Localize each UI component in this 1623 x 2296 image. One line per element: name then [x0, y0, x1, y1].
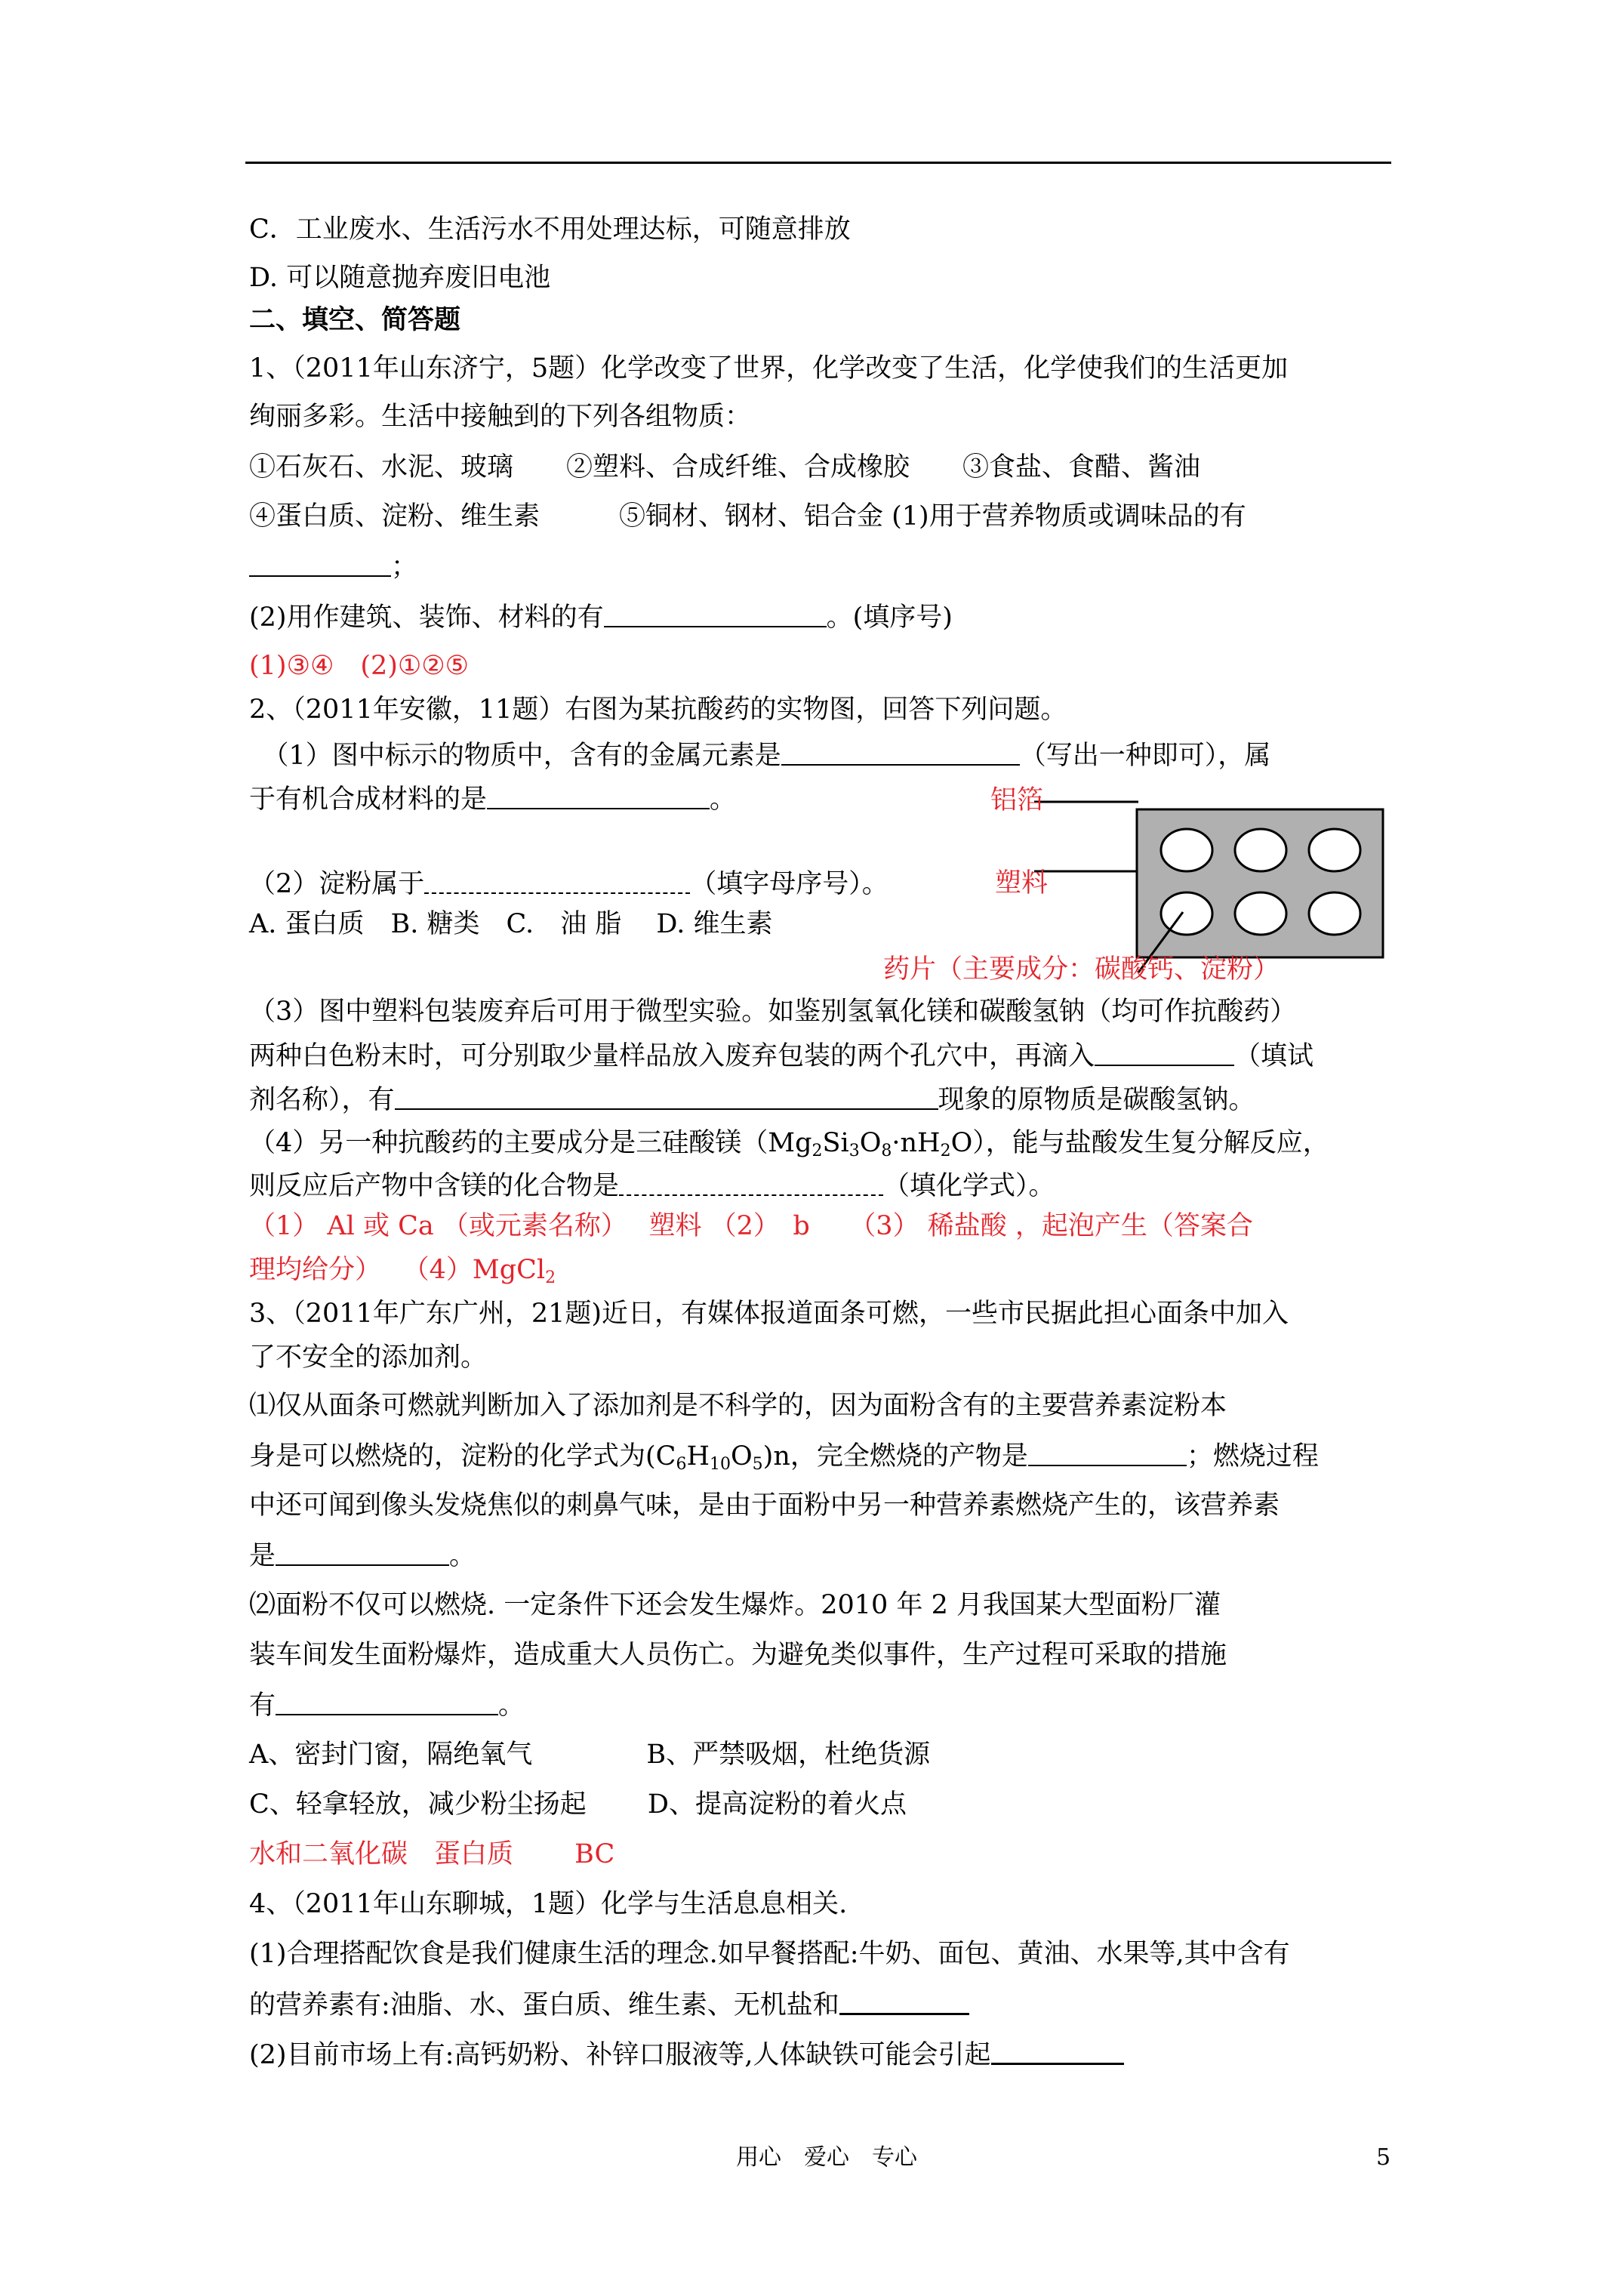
answer-blank[interactable]	[619, 1169, 883, 1196]
q2-part4-line1: （4）另一种抗酸药的主要成分是三硅酸镁$(Mg_2Si_3O_8\cdot nH_2O)$，能与盐酸发生复分解反应，	[249, 1128, 1329, 1160]
q2-answer-line2: 理均给分） （4）MgCl$_2$	[249, 1255, 556, 1287]
answer-blank[interactable]	[604, 600, 827, 627]
q2-part3-line1: （3）图中塑料包装废弃后可用于微型实验。如鉴别氢氧化镁和碳酸氢钠（均可作抗酸药）	[249, 997, 1297, 1027]
q4-part2: (2)目前市场上有:高钙奶粉、补锌口服液等,人体缺铁可能会引起	[249, 2037, 1124, 2072]
answer-blank[interactable]	[276, 1688, 498, 1715]
label-aluminum-foil: 铝箔	[990, 785, 1044, 815]
q4-stem: 4、（2011年山东聊城，1题）化学与生活息息相关.	[249, 1889, 848, 1919]
q3-stem-line2: 了不安全的添加剂。	[249, 1342, 488, 1373]
tablet-hole	[1235, 829, 1286, 871]
q3-stem-line1: 3、（2011年广东广州，21题)近日，有媒体报道面条可燃，一些市民据此担心面条中加入	[249, 1299, 1289, 1329]
answer-blank[interactable]	[276, 1539, 449, 1566]
q1-groups-line1: ①石灰石、水泥、玻璃 ②塑料、合成纤维、合成橡胶 ③食盐、食醋、酱油	[249, 452, 1201, 482]
q3-part1-line2: 身是可以燃烧的，淀粉的化学式为$(C_6H_{10}O_5)n$，完全燃烧的产物是 ；燃烧过程	[249, 1439, 1319, 1473]
q1-part2: (2)用作建筑、装饰、材料的有 。(填序号)	[249, 600, 953, 634]
header-rule	[245, 162, 1391, 164]
answer-blank[interactable]	[1095, 1039, 1234, 1066]
q2-part4-line2: 则反应后产物中含镁的化合物是 （填化学式）。	[249, 1169, 1055, 1203]
answer-blank[interactable]	[424, 867, 690, 894]
footer-motto: 用心 爱心 专心	[736, 2144, 917, 2171]
section-heading: 二、填空、简答题	[249, 304, 461, 335]
tablet-hole	[1235, 892, 1286, 935]
q3-part1-line3: 中还可闻到像头发烧焦似的刺鼻气味，是由于面粉中另一种营养素燃烧产生的，该营养素	[249, 1490, 1280, 1521]
page-number: 5	[1376, 2144, 1391, 2171]
q1-part1-blank-line: ；	[249, 550, 417, 584]
figure-leader-lines	[1034, 785, 1185, 982]
q2-stem: 2、（2011年安徽，11题）右图为某抗酸药的实物图，回答下列问题。	[249, 695, 1067, 725]
q3-options-cd: C、轻拿轻放，减少粉尘扬起 D、提高淀粉的着火点	[249, 1789, 907, 1820]
q1-stem-line1: 1、（2011年山东济宁，5题）化学改变了世界，化学改变了生活，化学使我们的生活更加	[249, 353, 1289, 384]
q2-part1-line1: （1）图中标示的物质中，含有的金属元素是 （写出一种即可），属	[249, 738, 1270, 772]
q2-part1-line2: 于有机合成材料的是 。	[249, 782, 736, 816]
label-tablet: 药片（主要成分：碳酸钙、淀粉）	[883, 954, 1280, 985]
q1-groups-line2: ④蛋白质、淀粉、维生素 ⑤铜材、钢材、铝合金 (1)用于营养物质或调味品的有	[249, 501, 1246, 532]
q1-stem-line2: 绚丽多彩。生活中接触到的下列各组物质：	[249, 402, 752, 432]
q3-part2-line3: 有 。	[249, 1688, 525, 1722]
label-plastic: 塑料	[995, 868, 1049, 898]
q1-answer: (1)③④ (2)①②⑤	[249, 651, 470, 681]
q2-answer-line1: （1） Al 或 Ca （或元素名称） 塑料 （2） b （3） 稀盐酸 ，起泡产生（答案合	[249, 1211, 1253, 1241]
q4-part1-line2: 的营养素有:油脂、水、蛋白质、维生素、无机盐和	[249, 1987, 969, 2022]
answer-blank[interactable]	[487, 782, 710, 809]
q3-part2-line2: 装车间发生面粉爆炸，造成重大人员伤亡。为避免类似事件，生产过程可采取的措施	[249, 1640, 1227, 1670]
tablet-hole	[1309, 829, 1360, 871]
answer-blank[interactable]	[395, 1083, 938, 1110]
q3-options-ab: A、密封门窗，隔绝氧气 B、严禁吸烟，杜绝货源	[249, 1740, 931, 1770]
option-d: D. 可以随意抛弃废旧电池	[249, 263, 551, 293]
q3-answer: 水和二氧化碳 蛋白质 BC	[249, 1839, 615, 1869]
q2-part2: （2）淀粉属于 （填字母序号）。	[249, 867, 888, 901]
tablet-hole	[1309, 892, 1360, 935]
option-c: C．工业废水、生活污水不用处理达标，可随意排放	[249, 214, 851, 245]
answer-blank[interactable]	[249, 550, 391, 577]
answer-blank[interactable]	[991, 2037, 1124, 2065]
answer-blank[interactable]	[839, 1987, 969, 2015]
q2-part3-line2: 两种白色粉末时，可分别取少量样品放入废弃包装的两个孔穴中，再滴入 （填试	[249, 1039, 1313, 1073]
answer-blank[interactable]	[781, 738, 1020, 766]
q3-part1-line1: ⑴仅从面条可燃就判断加入了添加剂是不科学的，因为面粉含有的主要营养素淀粉本	[249, 1391, 1227, 1421]
q4-part1-line1: (1)合理搭配饮食是我们健康生活的理念.如早餐搭配:牛奶、面包、黄油、水果等,其中含有	[249, 1939, 1290, 1969]
q2-part3-line3: 剂名称），有 现象的原物质是碳酸氢钠。	[249, 1083, 1255, 1117]
q2-part2-options: A. 蛋白质 B. 糖类 C. 油 脂 D. 维生素	[249, 909, 773, 939]
answer-blank[interactable]	[1028, 1439, 1187, 1466]
q3-part1-line4: 是 。	[249, 1539, 476, 1573]
q3-part2-line1: ⑵面粉不仅可以燃烧. 一定条件下还会发生爆炸。2010 年 2 月我国某大型面粉厂灌	[249, 1590, 1221, 1620]
